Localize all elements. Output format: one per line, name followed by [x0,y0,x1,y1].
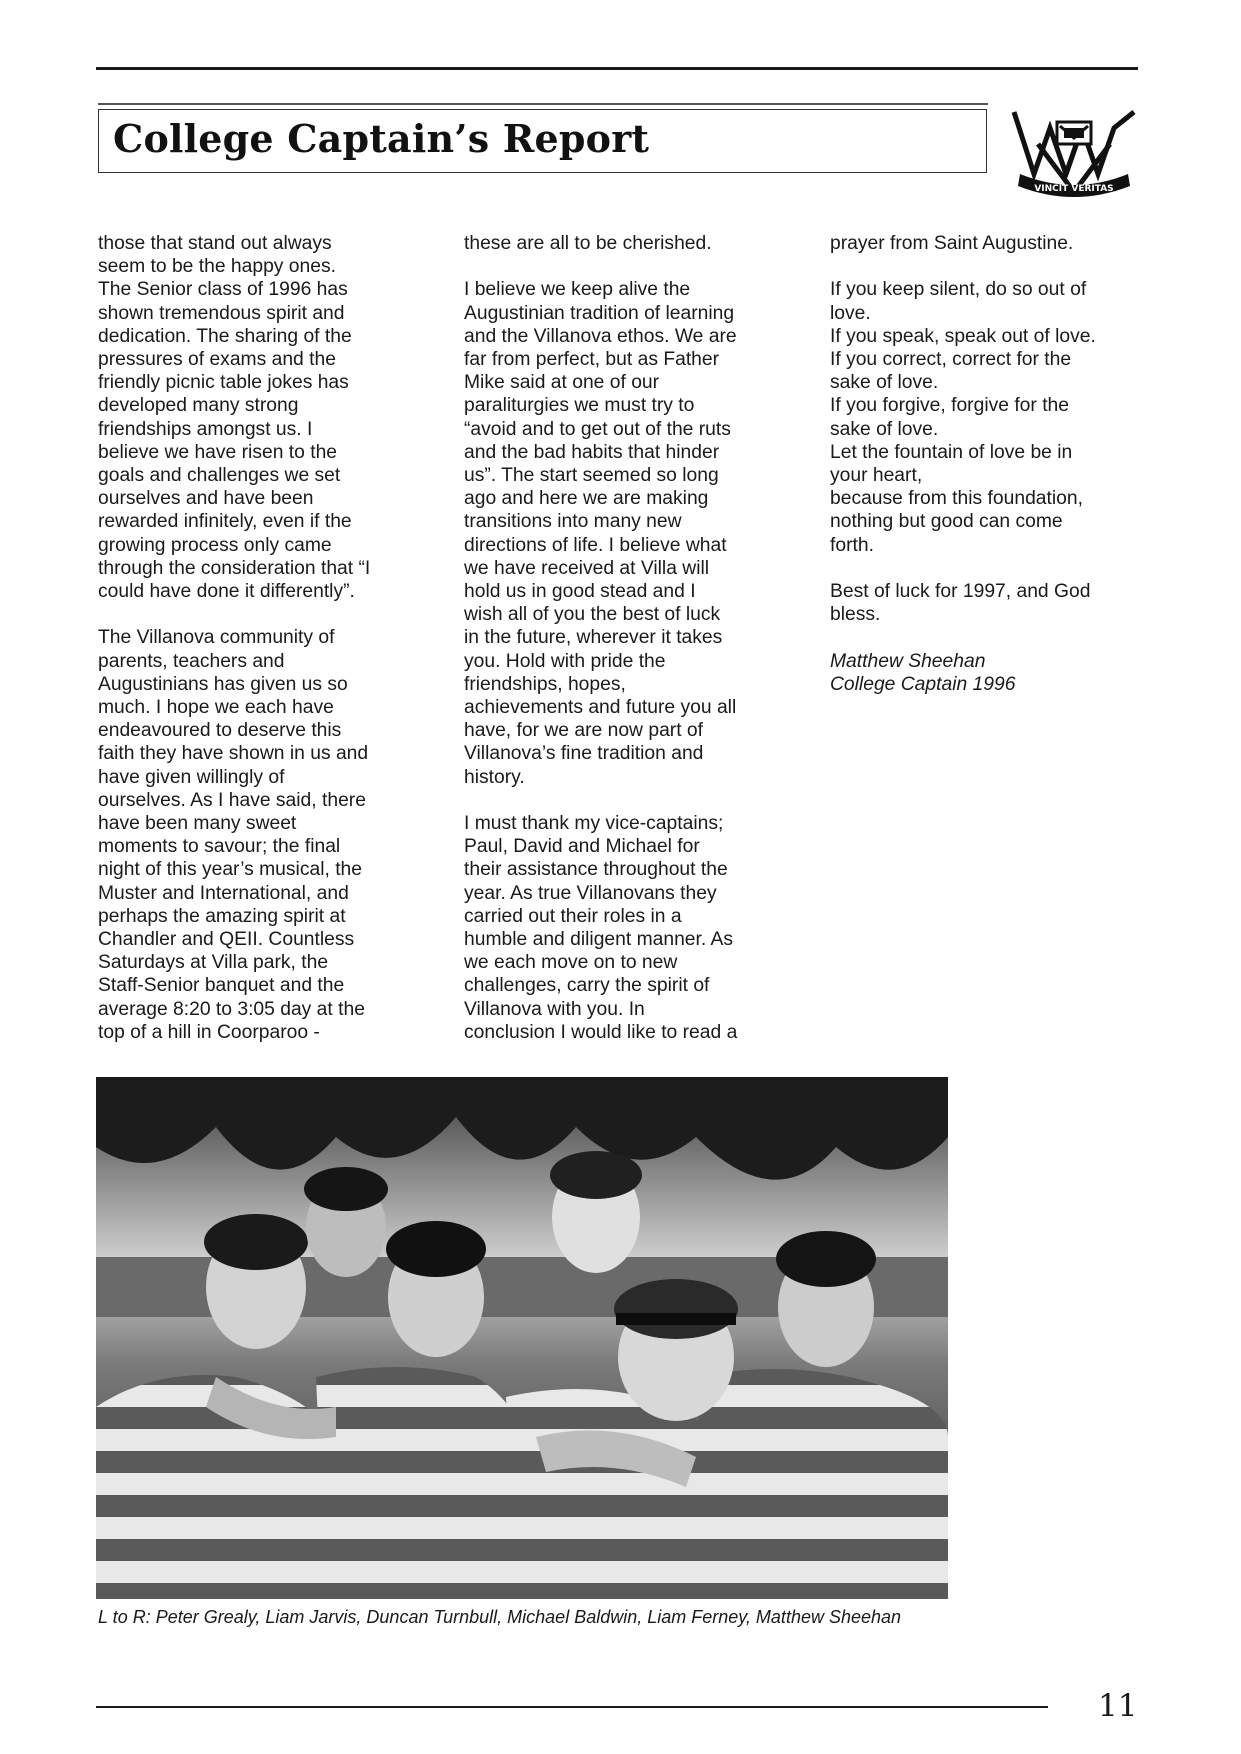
paragraph: I believe we keep alive the Augustinian tradition of learning and the Villanova ethos. We are far from perfect, but as Father Mike said at one of our paraliturgies we must try to “avoid and to get out of the ruts and the bad habits that hinder us”. The start seemed so long ago and here we are making transitions into many new directions of life. I believe what we have received at Villa will hold us in good stead and I wish all of you the best of luck in the future, wherever it takes you. Hold with pride the friendships, hopes, achievements and future you all have, for we are now part of Villanova’s fine tradition and history. [464,279,737,788]
top-rule [96,67,1138,70]
group-photo [96,1077,948,1599]
signature-role: College Captain 1996 [830,673,1016,695]
paragraph: prayer from Saint Augustine. [830,233,1074,254]
paragraph: these are all to be cherished. [464,233,712,254]
page-title: College Captain’s Report [113,116,650,161]
paragraph: Best of luck for 1997, and God bless. [830,581,1091,626]
page-number: 11 [1098,1688,1138,1724]
text-column-3 [830,232,1140,696]
paragraph: The Villanova community of parents, teachers and Augustinians has given us so much. I hope we each have endeavoured to deserve this faith they have shown in us and have given willingly of ourselves. As I have said, there have been many sweet moments to savour; the final night of this year’s musical, the Muster and International, and perhaps the amazing spirit at Chandler and QEII. Countless Saturdays at Villa park, the Staff-Senior banquet and the average 8:20 to 3:05 day at the top of a hill in Coorparoo - [98,627,369,1043]
logo-motto: VINCIT VERITAS [1034,184,1114,194]
photo-caption: L to R: Peter Grealy, Liam Jarvis, Duncan Turnbull, Michael Baldwin, Liam Ferney, Matthew Sheehan [98,1607,902,1627]
paragraph: those that stand out always seem to be the happy ones. The Senior class of 1996 has shown tremendous spirit and dedication. The sharing of the pressures of exams and the friendly picnic table jokes has developed many strong friendships amongst us. I believe we have risen to the goals and challenges we set ourselves and have been rewarded infinitely, even if the growing process only came through the consideration that “I could have done it differently”. [98,233,371,603]
crest-icon [1010,104,1138,204]
paragraph: I must thank my vice-captains; Paul, David and Michael for their assistance throughout the year. As true Villanovans they carried out their roles in a humble and diligent manner. As we each move on to new challenges, carry the spirit of Villanova with you. In conclusion I would like to read a [464,813,738,1043]
title-box [98,109,987,173]
bottom-rule [96,1706,1048,1708]
signature-name: Matthew Sheehan [830,650,986,672]
text-column-2 [464,232,784,1067]
text-column-1 [98,232,408,1067]
prayer: If you keep silent, do so out of love. If you speak, speak out of love. If you correct, correct for the sake of love. If you forgive, forgive for the sake of love. Let the fountain of love be in your heart, because from this foundation, nothing but good can come forth. [830,279,1096,556]
